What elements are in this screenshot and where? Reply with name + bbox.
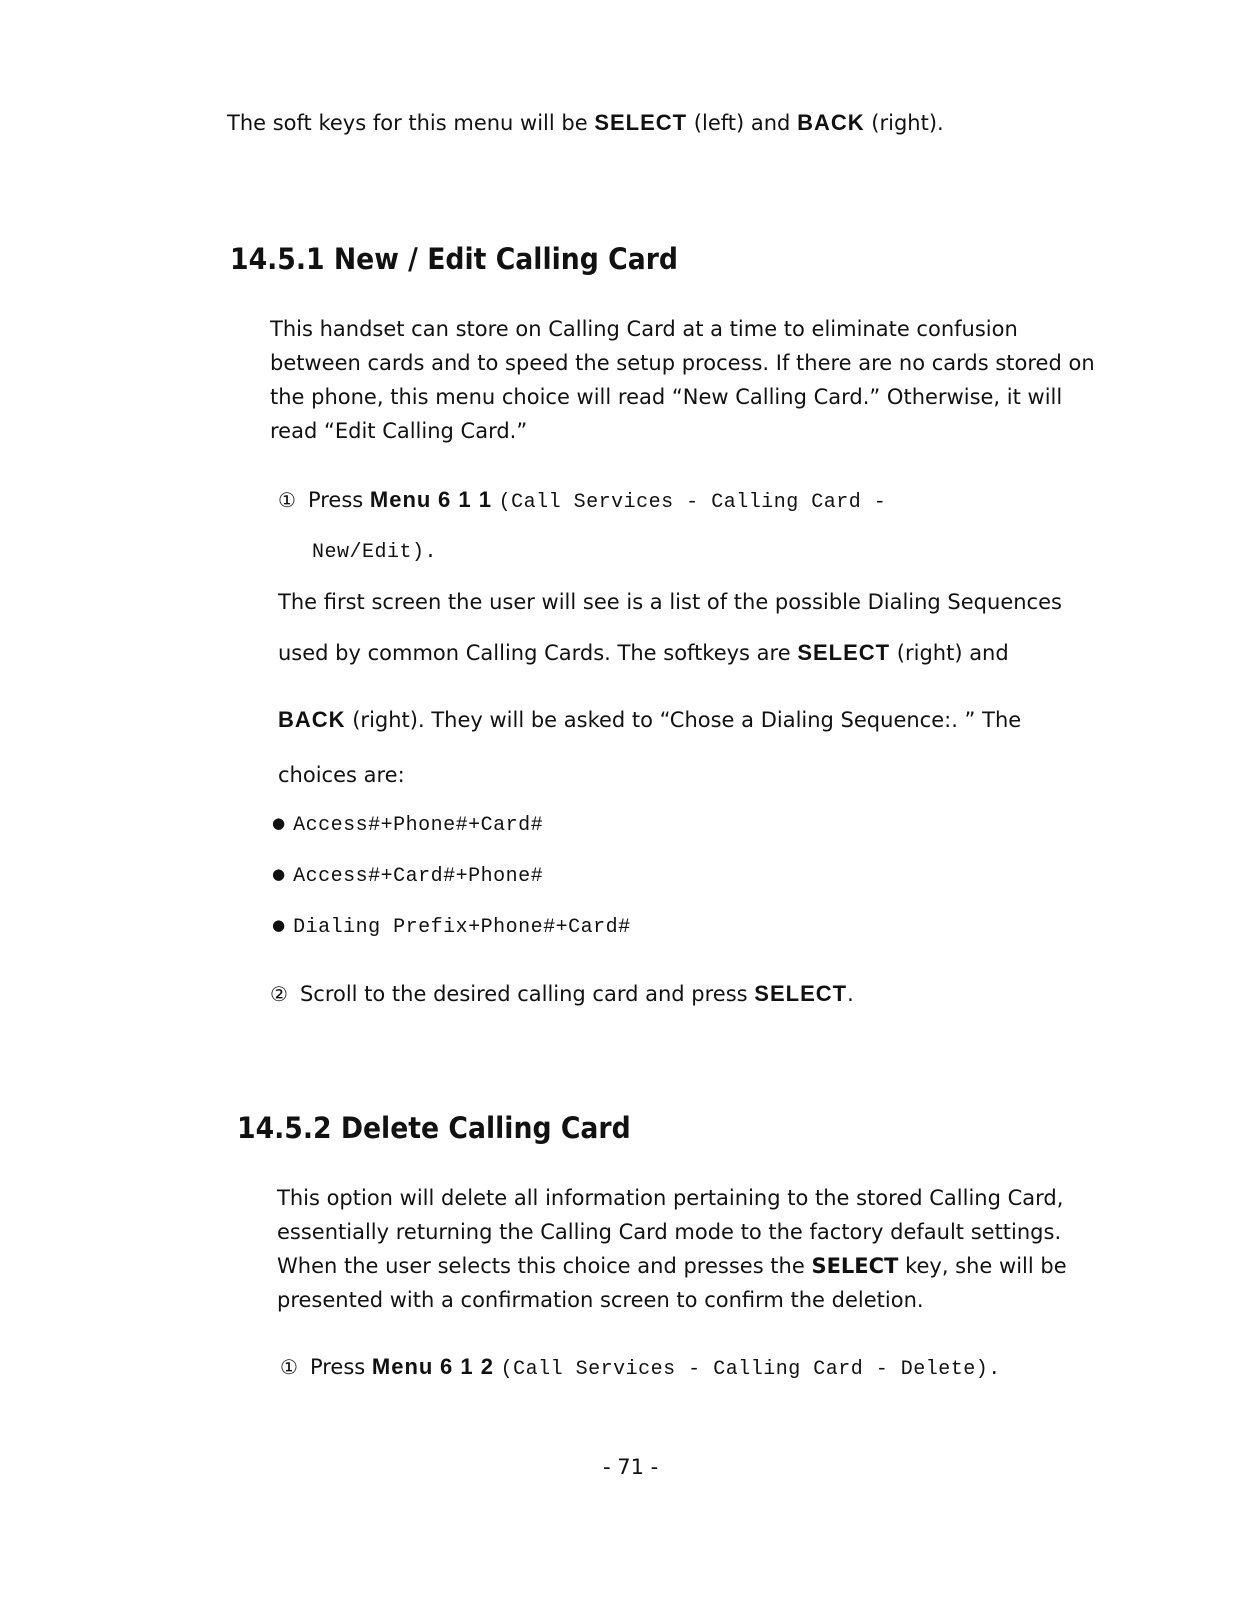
- step-number-1-icon: ①: [280, 1355, 298, 1379]
- step-number-2-icon: ②: [270, 982, 288, 1006]
- intro-mid: (left) and: [687, 111, 798, 135]
- paragraph-line: essentially returning the Calling Card mode to the factory default settings.: [277, 1220, 1062, 1244]
- bullet-icon: ●: [272, 916, 286, 934]
- bullet-icon: ●: [272, 865, 286, 883]
- choice-text: Dialing Prefix+Phone#+Card#: [293, 916, 631, 939]
- step-number-1-icon: ①: [278, 488, 296, 512]
- delete-step1-press: Press: [309, 1355, 372, 1379]
- step1-path-line1: (Call Services - Calling Card -: [498, 491, 887, 514]
- list-item: [272, 810, 543, 839]
- paragraph-line: the phone, this menu choice will read “New Calling Card.” Otherwise, it will: [270, 385, 1063, 409]
- desc-line2-suffix: (right) and: [890, 641, 1009, 665]
- paragraph-line: presented with a confirmation screen to confirm the deletion.: [277, 1288, 924, 1312]
- paragraph-line: This handset can store on Calling Card at a time to eliminate confusion: [270, 317, 1018, 341]
- intro-key-select: SELECT: [594, 110, 688, 135]
- desc-line3-suffix: (right). They will be asked to “Chose a Dialing Sequence:. ” The: [345, 708, 1022, 732]
- step2-suffix: .: [847, 982, 854, 1006]
- paragraph-line: read “Edit Calling Card.”: [270, 419, 528, 443]
- section-heading-new-edit: 14.5.1 New / Edit Calling Card: [230, 242, 678, 276]
- section1-paragraph: [270, 312, 1095, 448]
- paragraph-line: between cards and to speed the setup process. If there are no cards stored on: [270, 351, 1095, 375]
- step1-digits: 6 1 1: [438, 487, 492, 512]
- step1-press: Press: [307, 488, 370, 512]
- desc-line-4: choices are:: [278, 763, 405, 787]
- paragraph-line: This option will delete all information pertaining to the stored Calling Card,: [277, 1186, 1064, 1210]
- step2-line: [270, 981, 854, 1007]
- desc-key-select: SELECT: [797, 640, 891, 665]
- desc-key-back: BACK: [278, 707, 346, 732]
- step1-line: [278, 487, 886, 516]
- section-heading-delete: 14.5.2 Delete Calling Card: [237, 1111, 631, 1145]
- desc-line2-prefix: used by common Calling Cards. The softkeys are: [278, 641, 798, 665]
- intro-key-back: BACK: [797, 110, 865, 135]
- list-item: [272, 912, 631, 941]
- section2-paragraph: [277, 1181, 1067, 1317]
- step2-key-select: SELECT: [754, 981, 848, 1006]
- intro-prefix: The soft keys for this menu will be: [227, 111, 595, 135]
- paragraph-line: [277, 1249, 1067, 1283]
- delete-step1-menu-word: Menu: [371, 1354, 434, 1379]
- line3-prefix: When the user selects this choice and presses the: [277, 1254, 812, 1278]
- choice-text: Access#+Card#+Phone#: [293, 865, 544, 888]
- delete-step1-digits: 6 1 2: [440, 1354, 494, 1379]
- step1-path-line2: New/Edit).: [312, 541, 438, 564]
- list-item: [272, 861, 543, 890]
- intro-suffix: (right).: [864, 111, 944, 135]
- bullet-icon: ●: [272, 814, 286, 832]
- intro-line: [227, 110, 944, 136]
- page-number: - 71 -: [603, 1455, 659, 1479]
- line3-key-select: SELECT: [811, 1254, 899, 1278]
- choice-text: Access#+Phone#+Card#: [293, 814, 544, 837]
- delete-step1-line: [280, 1354, 1001, 1383]
- step2-text: Scroll to the desired calling card and press: [299, 982, 755, 1006]
- line3-suffix: key, she will be: [898, 1254, 1067, 1278]
- step1-menu-word: Menu: [369, 487, 432, 512]
- desc-line-3: [278, 707, 1021, 733]
- delete-step1-path: (Call Services - Calling Card - Delete).: [500, 1358, 1001, 1381]
- desc-line-1: The first screen the user will see is a list of the possible Dialing Sequences: [278, 590, 1062, 614]
- desc-line-2: [278, 640, 1009, 666]
